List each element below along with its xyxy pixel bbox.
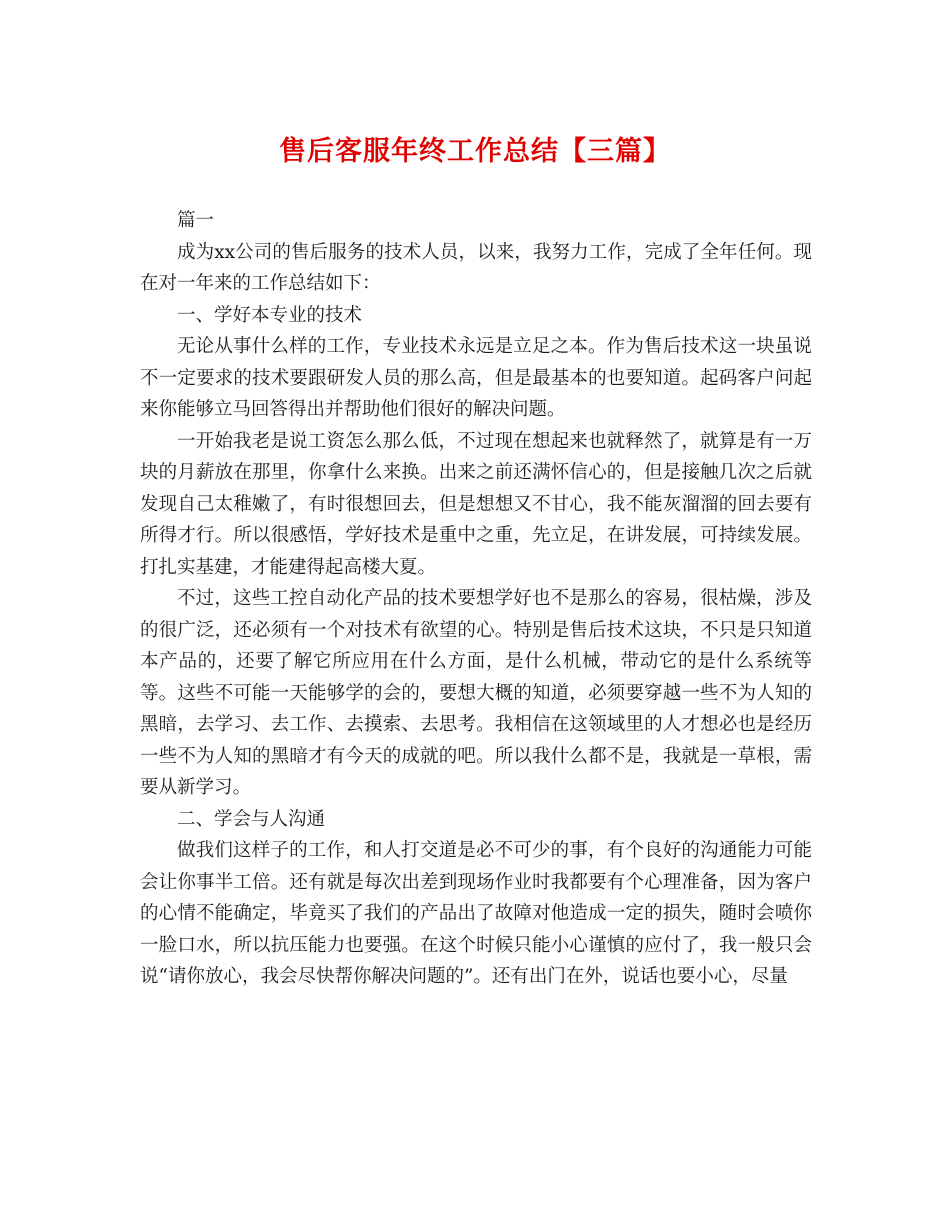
paragraph: 不过，这些工控自动化产品的技术要想学好也不是那么的容易，很枯燥，涉及的很广泛，还必须有一个对技术有欲望的心。特别是售后技术这块，不只是只知道本产品的，还要了解它所应用在什么方面，是什么机械，带动它的是什么系统等等。这些不可能一天能够学的会的，要想大概的知道，必须要穿越一些不为人知的黑暗，去学习、去工作、去摸索、去思考。我相信在这领域里的人才想必也是经历一些不为人知的黑暗才有今天的成就的吧。所以我什么都不是，我就是一草根，需要从新学习。	[140, 588, 812, 798]
paragraph: 成为xx公司的售后服务的技术人员，以来，我努力工作，完成了全年任何。现在对一年来的工作总结如下：	[140, 241, 812, 294]
paragraph: 无论从事什么样的工作，专业技术永远是立足之本。作为售后技术这一块虽说不一定要求的技术要跟研发人员的那么高，但是最基本的也要知道。起码客户问起来你能够立马回答得出并帮助他们很好的解决问题。	[140, 336, 812, 420]
paragraph-section-heading: 篇一	[177, 210, 215, 231]
paragraph: 做我们这样子的工作，和人打交道是必不可少的事，有个良好的沟通能力可能会让你事半工倍。还有就是每次出差到现场作业时我都要有个心理准备，因为客户的心情不能确定，毕竟买了我们的产品出了故障对他造成一定的损失，随时会喷你一脸口水，所以抗压能力也要强。在这个时候只能小心谨慎的应付了，我一般只会说“请你放心，我会尽快帮你解决问题的”。还有出门在外，说话也要小心，尽量	[140, 840, 812, 987]
document-title: 售后客服年终工作总结【三篇】	[279, 136, 671, 167]
paragraph: 一开始我老是说工资怎么那么低，不过现在想起来也就释然了，就算是有一万块的月薪放在那里，你拿什么来换。出来之前还满怀信心的，但是接触几次之后就发现自己太稚嫩了，有时很想回去，但是想想又不甘心，我不能灰溜溜的回去要有所得才行。所以很感悟，学好技术是重中之重，先立足，在讲发展，可持续发展。打扎实基建，才能建得起高楼大夏。	[140, 430, 812, 578]
document-body	[140, 205, 812, 993]
paragraph-subheading: 二、学会与人沟通	[177, 808, 326, 830]
paragraph-subheading: 一、学好本专业的技术	[177, 304, 363, 326]
